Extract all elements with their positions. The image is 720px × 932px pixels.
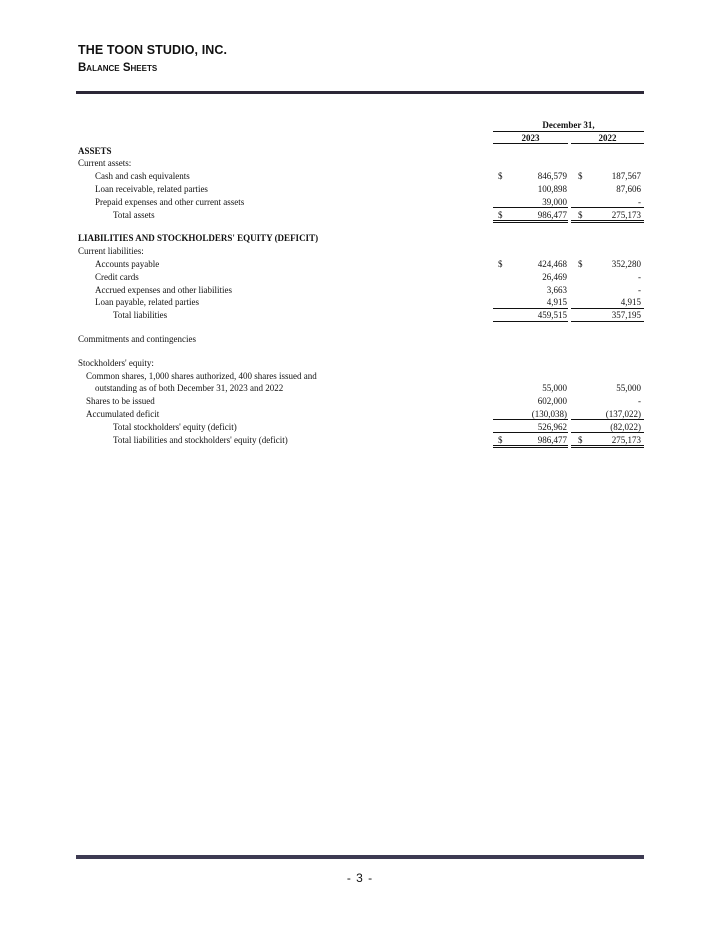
spacer <box>78 346 644 357</box>
value-2023: 4,915 <box>546 297 567 308</box>
value-2022: 55,000 <box>616 383 641 394</box>
table-row <box>78 408 644 421</box>
assets-heading: ASSETS <box>78 145 112 156</box>
liabilities-heading-row <box>78 232 644 245</box>
total-row <box>78 309 644 322</box>
row-label: Accumulated deficit <box>86 408 160 419</box>
currency-symbol: $ <box>578 434 583 445</box>
value-2023: 602,000 <box>537 396 567 407</box>
value-2023: 526,962 <box>537 421 567 432</box>
header-rule <box>76 91 644 94</box>
value-2022: - <box>638 284 641 295</box>
value-2022: 352,280 <box>611 258 641 269</box>
currency-symbol: $ <box>498 171 503 182</box>
table-row <box>78 183 644 196</box>
current-liabilities-row <box>78 245 644 258</box>
row-label: Total liabilities <box>113 310 168 321</box>
row-label: Prepaid expenses and other current assets <box>95 196 245 207</box>
value-2023: (130,038) <box>531 408 567 419</box>
spacer <box>78 221 644 232</box>
value-2023: 26,469 <box>542 271 567 282</box>
equity-heading: Stockholders' equity: <box>78 357 154 368</box>
table-row <box>78 395 644 408</box>
row-label: Loan receivable, related parties <box>95 183 208 194</box>
row-label: Accrued expenses and other liabilities <box>95 284 232 295</box>
current-assets-row <box>78 157 644 170</box>
liabilities-heading: LIABILITIES AND STOCKHOLDERS' EQUITY (DEFICIT) <box>78 233 319 244</box>
row-label: Cash and cash equivalents <box>95 171 190 182</box>
year-header-row <box>78 132 644 145</box>
table-row <box>78 284 644 297</box>
row-label: Credit cards <box>95 271 139 282</box>
commitments-label: Commitments and contingencies <box>78 333 196 344</box>
row-label: Loan payable, related parties <box>95 297 199 308</box>
row-label: Total assets <box>113 209 155 220</box>
current-liabilities-heading: Current liabilities: <box>78 246 144 257</box>
value-2023: 55,000 <box>542 383 567 394</box>
table-row <box>78 196 644 209</box>
row-label: Total stockholders' equity (deficit) <box>113 421 237 432</box>
total-row <box>78 421 644 434</box>
year-2023-header: 2023 <box>521 132 540 143</box>
assets-heading-row <box>78 145 644 158</box>
currency-symbol: $ <box>578 171 583 182</box>
grand-total-row <box>78 434 644 447</box>
commitments-row <box>78 333 644 346</box>
row-label: Accounts payable <box>95 258 160 269</box>
total-double-underline <box>493 445 568 448</box>
table-row <box>78 296 644 309</box>
row-label: outstanding as of both December 31, 2023 and 2022 <box>95 383 284 394</box>
value-2022: 275,173 <box>611 434 641 445</box>
value-2022: 275,173 <box>611 209 641 220</box>
row-label: Common shares, 1,000 shares authorized, 400 shares issued and <box>86 370 317 381</box>
value-2023: 100,898 <box>537 183 567 194</box>
table-row <box>78 170 644 183</box>
total-row <box>78 209 644 222</box>
value-2023: 424,468 <box>537 258 567 269</box>
company-name: THE TOON STUDIO, INC. <box>78 43 228 57</box>
value-2022: 187,567 <box>611 171 641 182</box>
currency-symbol: $ <box>498 258 503 269</box>
statement-title: Balance Sheets <box>78 62 158 74</box>
current-assets-heading: Current assets: <box>78 158 132 169</box>
value-2022: 87,606 <box>616 183 641 194</box>
table-row <box>78 382 644 395</box>
currency-symbol: $ <box>498 434 503 445</box>
total-double-underline <box>571 445 644 448</box>
row-label: Total liabilities and stockholders' equity (deficit) <box>113 434 288 445</box>
balance-sheet-table <box>78 119 644 446</box>
page-number: - 3 - <box>346 871 374 885</box>
value-2023: 39,000 <box>542 196 567 207</box>
table-row <box>78 271 644 284</box>
period-header-row <box>78 119 644 132</box>
footer-rule <box>76 855 644 859</box>
year-2022-header: 2022 <box>598 132 617 143</box>
value-2022: - <box>638 196 641 207</box>
value-2023: 986,477 <box>537 209 567 220</box>
value-2022: 357,195 <box>611 310 641 321</box>
value-2022: - <box>638 271 641 282</box>
currency-symbol: $ <box>498 209 503 220</box>
row-label: Shares to be issued <box>86 396 155 407</box>
value-2023: 459,515 <box>537 310 567 321</box>
value-2022: - <box>638 396 641 407</box>
value-2023: 846,579 <box>537 171 567 182</box>
currency-symbol: $ <box>578 258 583 269</box>
value-2023: 986,477 <box>537 434 567 445</box>
currency-symbol: $ <box>578 209 583 220</box>
value-2022: (82,022) <box>610 421 641 432</box>
equity-heading-row <box>78 357 644 370</box>
value-2022: (137,022) <box>605 408 641 419</box>
table-row <box>78 370 644 383</box>
value-2022: 4,915 <box>620 297 641 308</box>
value-2023: 3,663 <box>546 284 567 295</box>
spacer <box>78 322 644 333</box>
table-row <box>78 258 644 271</box>
period-header: December 31, <box>542 120 595 130</box>
